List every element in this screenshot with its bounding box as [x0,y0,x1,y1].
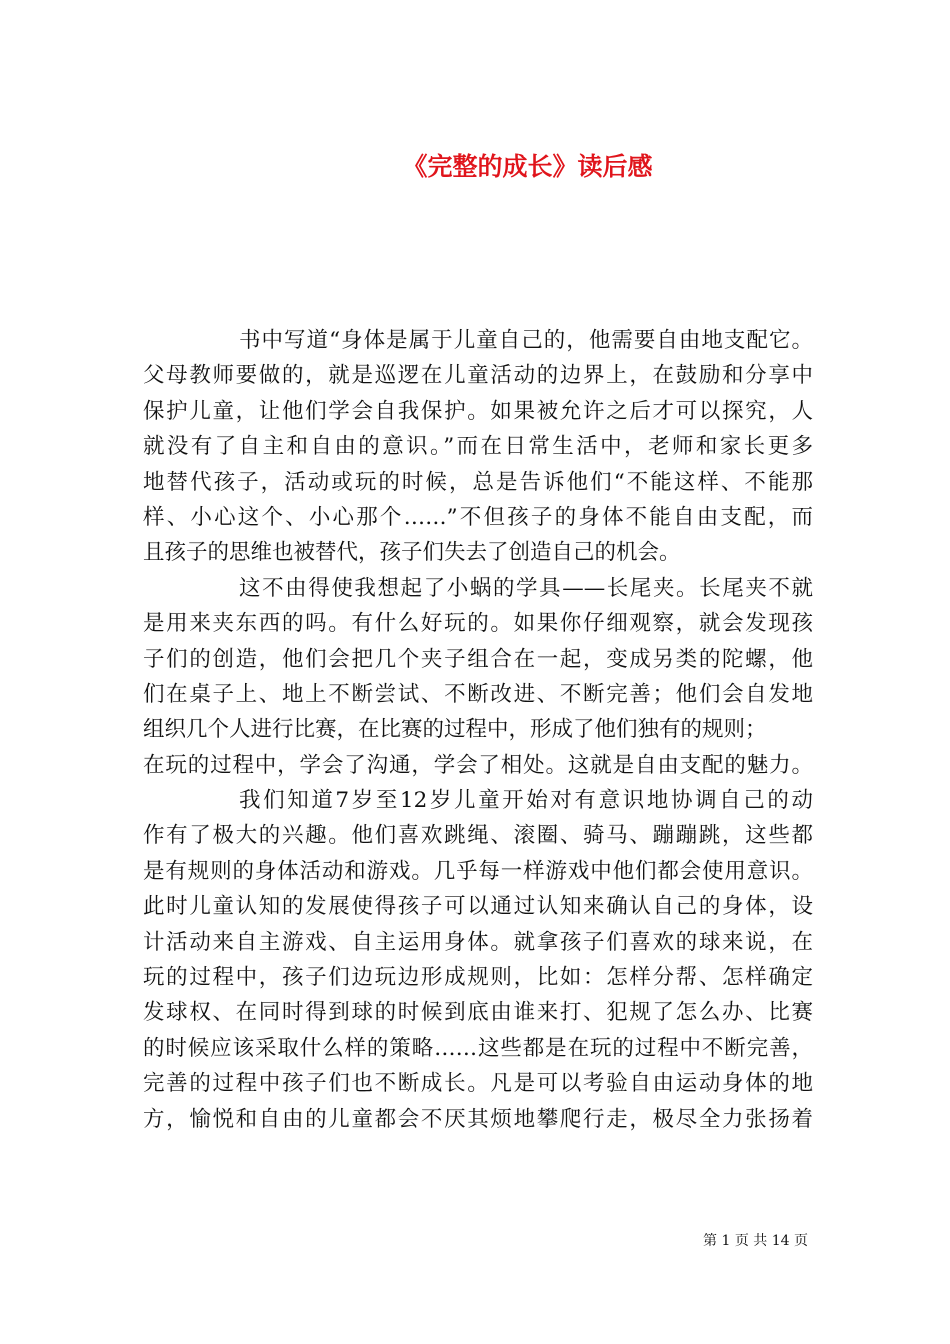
paragraph-line: 计活动来自主游戏、自主运用身体。就拿孩子们喜欢的球来说，在 [143,929,813,955]
paragraph-line: 且孩子的思维也被替代，孩子们失去了创造自己的机会。 [143,540,681,566]
paragraph-line: 完善的过程中孩子们也不断成长。凡是可以考验自由运动身体的地 [143,1071,813,1097]
paragraph-line: 是有规则的身体活动和游戏。几乎每一样游戏中他们都会使用意识。 [143,858,813,884]
paragraph-3 [143,783,813,1137]
paragraph-line: 就没有了自主和自由的意识。”而在日常生活中，老师和家长更多 [143,434,813,460]
paragraph-line: 样、小心这个、小心那个……”不但孩子的身体不能自由支配，而 [143,504,813,530]
paragraph-1 [143,323,813,571]
paragraph-line: 玩的过程中，孩子们边玩边形成规则，比如：怎样分帮、怎样确定 [143,965,813,991]
paragraph-line: 们在桌子上、地上不断尝试、不断改进、不断完善；他们会自发地 [143,681,813,707]
paragraph-line: 保护儿童，让他们学会自我保护。如果被允许之后才可以探究，人 [143,398,813,424]
paragraph-line: 这不由得使我想起了小蜗的学具——长尾夹。长尾夹不就 [239,575,813,601]
document-body [143,323,813,1137]
paragraph-line: 我们知道7岁至12岁儿童开始对有意识地协调自己的动 [239,788,813,814]
document-title: 《完整的成长》读后感 [402,151,653,181]
paragraph-line: 作有了极大的兴趣。他们喜欢跳绳、滚圈、骑马、蹦蹦跳，这些都 [143,823,813,849]
paragraph-line: 的时候应该采取什么样的策略……这些都是在玩的过程中不断完善， [143,1035,813,1061]
paragraph-line: 发球权、在同时得到球的时候到底由谁来打、犯规了怎么办、比赛 [143,1000,813,1026]
paragraph-line: 是用来夹东西的吗。有什么好玩的。如果你仔细观察，就会发现孩 [143,611,813,637]
paragraph-line: 组织几个人进行比赛，在比赛的过程中，形成了他们独有的规则； [143,717,767,743]
paragraph-line: 子们的创造，他们会把几个夹子组合在一起，变成另类的陀螺，他 [143,646,813,672]
paragraph-line: 方，愉悦和自由的儿童都会不厌其烦地攀爬行走，极尽全力张扬着 [143,1106,813,1132]
paragraph-line: 在玩的过程中，学会了沟通，学会了相处。这就是自由支配的魅力。 [143,752,813,778]
paragraph-line: 地替代孩子，活动或玩的时候，总是告诉他们“不能这样、不能那 [143,469,813,495]
paragraph-line: 父母教师要做的，就是巡逻在儿童活动的边界上，在鼓励和分享中 [143,363,813,389]
paragraph-2 [143,571,813,783]
paragraph-line: 此时儿童认知的发展使得孩子可以通过认知来确认自己的身体，设 [143,894,813,920]
page-number-footer: 第 1 页 共 14 页 [703,1233,808,1249]
paragraph-line: 书中写道“身体是属于儿童自己的，他需要自由地支配它。 [239,328,813,353]
